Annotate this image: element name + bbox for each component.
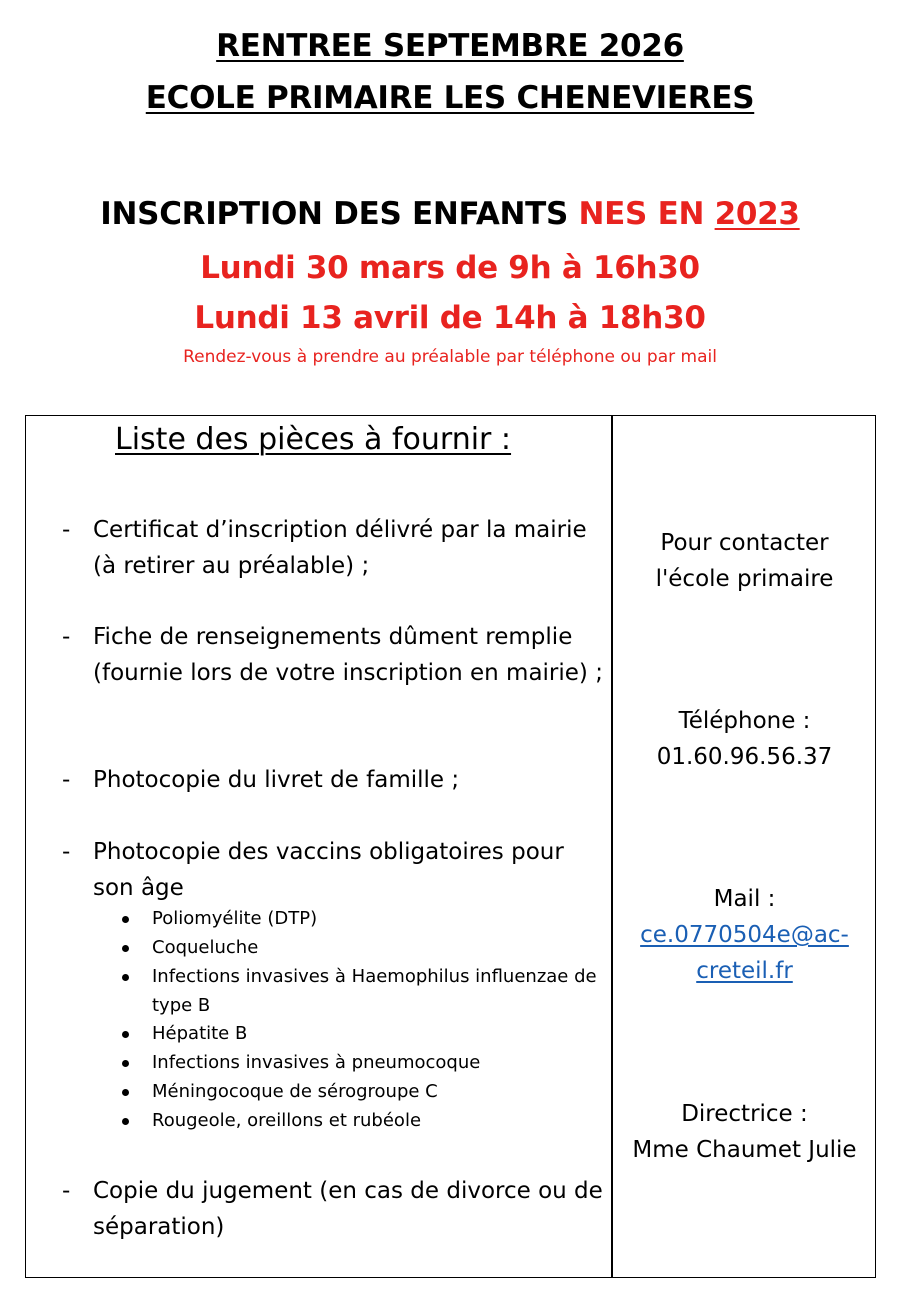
vaccine-text: Poliomyélite (DTP) bbox=[152, 908, 318, 929]
inscription-heading bbox=[0, 196, 900, 232]
list-item-text: Certificat d’inscription délivré par la mairie (à retirer au préalable) ; bbox=[93, 517, 587, 579]
mail-link-line1[interactable]: ce.0770504e@ac- bbox=[640, 922, 849, 948]
bullet-icon bbox=[122, 1060, 129, 1067]
director-name: Mme Chaumet Julie bbox=[632, 1137, 857, 1163]
date-1: Lundi 30 mars de 9h à 16h30 bbox=[200, 250, 700, 286]
bullet-icon bbox=[122, 916, 129, 923]
contact-intro bbox=[613, 525, 876, 597]
bullet-icon bbox=[122, 974, 129, 981]
dash-marker: - bbox=[62, 767, 71, 793]
list-item-text: Photocopie des vaccins obligatoires pour son âge bbox=[93, 839, 564, 901]
title-ecole: ECOLE PRIMAIRE LES CHENEVIERES bbox=[145, 80, 755, 116]
appointment-note: Rendez-vous à prendre au préalable par téléphone ou par mail bbox=[183, 347, 717, 367]
dash-marker: - bbox=[62, 624, 71, 650]
contact-mail bbox=[613, 881, 876, 989]
vaccine-text: Hépatite B bbox=[152, 1023, 248, 1044]
phone-label: Téléphone : bbox=[678, 708, 811, 734]
vaccine-text: Rougeole, oreillons et rubéole bbox=[152, 1110, 422, 1131]
inscription-nes: NES EN bbox=[578, 196, 715, 232]
director-label: Directrice : bbox=[681, 1101, 808, 1127]
contact-intro-text: Pour contacter l'école primaire bbox=[655, 530, 834, 592]
vaccine-text: Infections invasives à pneumocoque bbox=[152, 1052, 481, 1073]
list-item-text: Photocopie du livret de famille ; bbox=[93, 767, 460, 793]
phone-number: 01.60.96.56.37 bbox=[656, 744, 833, 770]
dash-marker: - bbox=[62, 839, 71, 865]
mail-link-line2[interactable]: creteil.fr bbox=[696, 958, 793, 984]
dash-marker: - bbox=[62, 1178, 71, 1204]
vaccine-text: Méningocoque de sérogroupe C bbox=[152, 1081, 438, 1102]
list-item-text: Fiche de renseignements dûment remplie (fournie lors de votre inscription en mairie) ; bbox=[93, 624, 603, 686]
date-2: Lundi 13 avril de 14h à 18h30 bbox=[194, 300, 706, 336]
bullet-icon bbox=[122, 945, 129, 952]
list-title: Liste des pièces à fournir : bbox=[115, 422, 512, 457]
title-rentree: RENTREE SEPTEMBRE 2026 bbox=[216, 28, 684, 64]
contact-director bbox=[613, 1096, 876, 1168]
list-item-text: Copie du jugement (en cas de divorce ou de séparation) bbox=[93, 1178, 603, 1240]
vaccine-text: Infections invasives à Haemophilus influenzae de type B bbox=[152, 966, 597, 1016]
vaccine-text: Coqueluche bbox=[152, 937, 259, 958]
bullet-icon bbox=[122, 1089, 129, 1096]
inscription-prefix: INSCRIPTION DES ENFANTS bbox=[100, 196, 579, 232]
bullet-icon bbox=[122, 1031, 129, 1038]
inscription-year: 2023 bbox=[714, 196, 800, 232]
bullet-icon bbox=[122, 1118, 129, 1125]
mail-label: Mail : bbox=[713, 886, 776, 912]
contact-phone bbox=[613, 703, 876, 775]
dash-marker: - bbox=[62, 517, 71, 543]
